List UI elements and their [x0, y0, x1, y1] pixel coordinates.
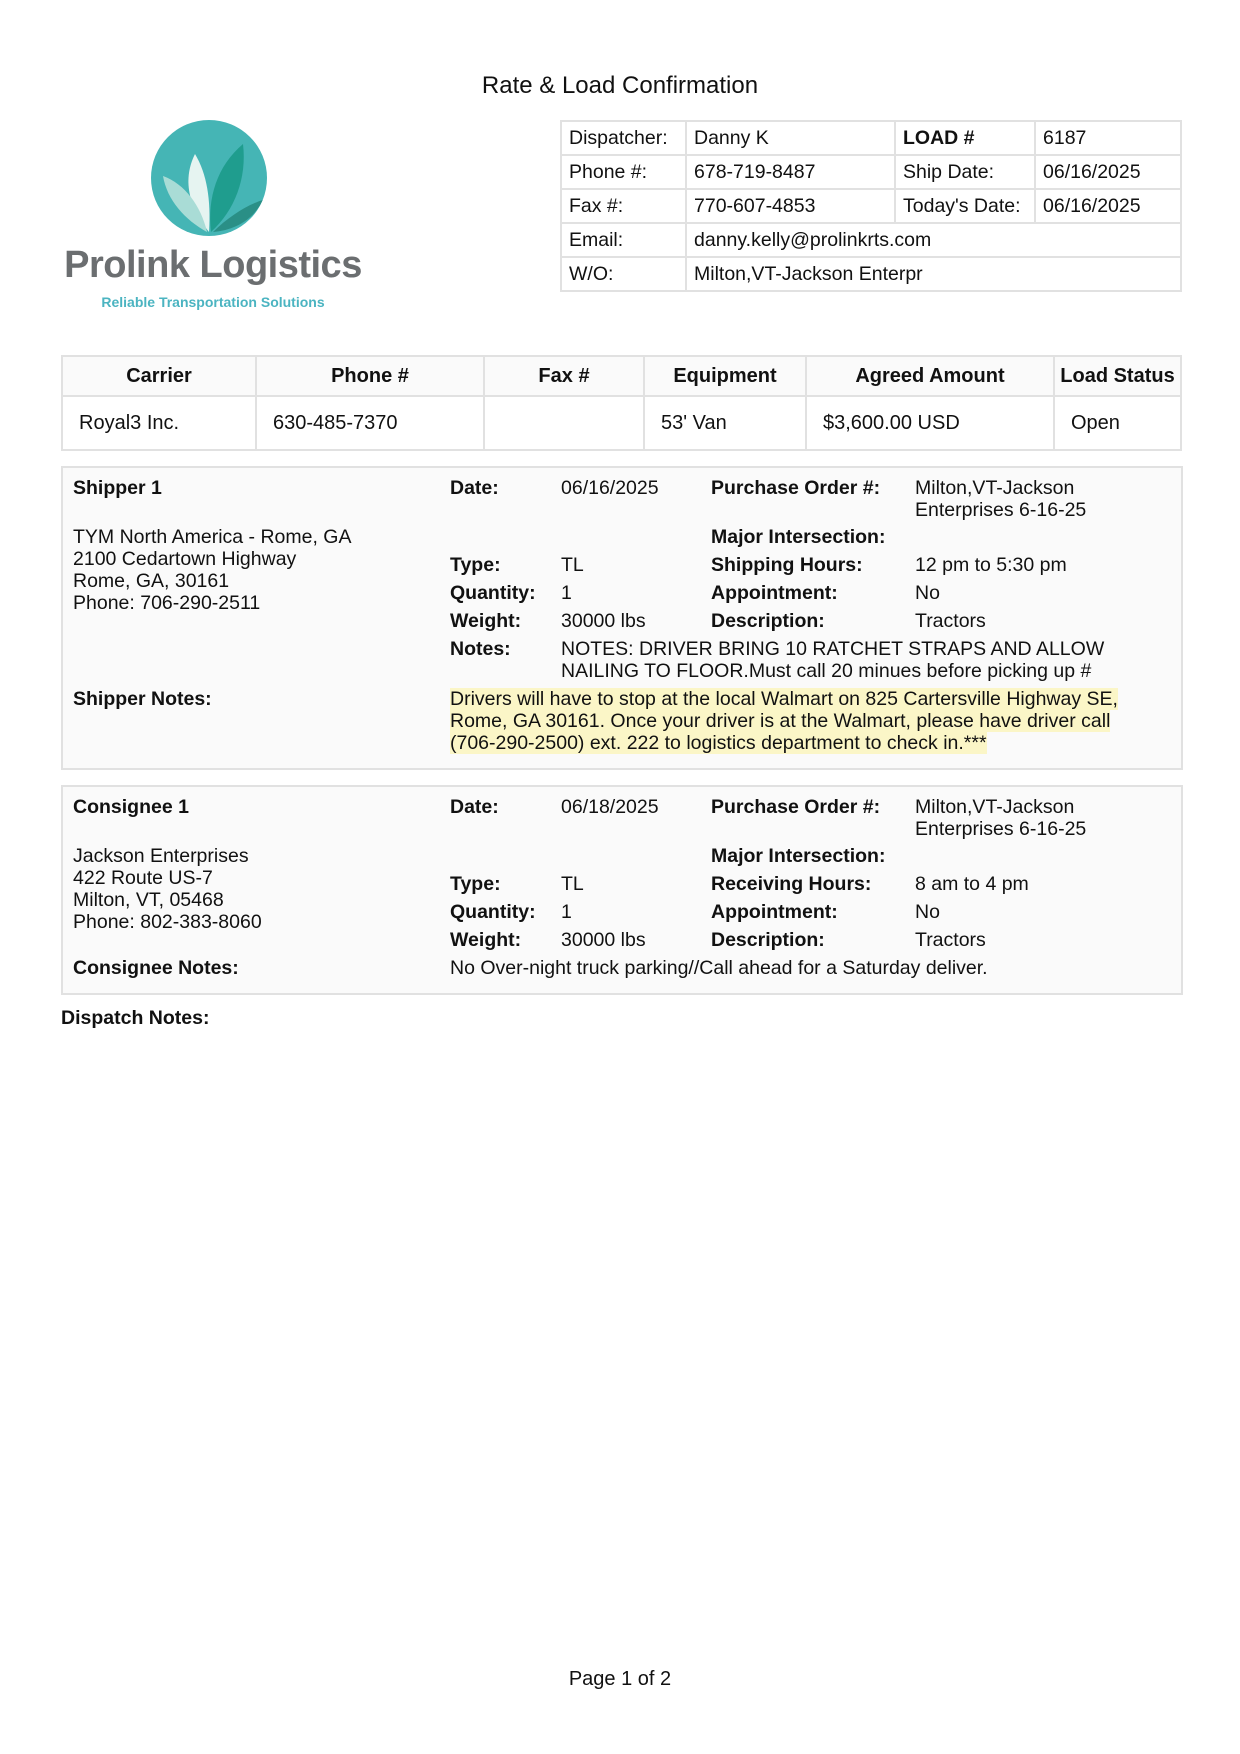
email-value: danny.kelly@prolinkrts.com — [686, 223, 1181, 257]
shipper-highlight-note: (706-290-2500) ext. 222 to logistics department to check in.*** — [450, 732, 987, 754]
email-label: Email: — [561, 223, 686, 257]
equipment-header: Equipment — [644, 356, 806, 396]
receiving-hours-label: Receiving Hours: — [711, 873, 872, 895]
document-title: Rate & Load Confirmation — [481, 72, 759, 99]
consignee-phone: Phone: 802-383-8060 — [73, 911, 262, 933]
consignee-weight-value: 30000 lbs — [561, 929, 646, 951]
shipper-po-label: Purchase Order #: — [711, 477, 881, 499]
carrier-phone-header: Phone # — [256, 356, 484, 396]
phone-value: 678-719-8487 — [686, 155, 895, 189]
logo-name: Prolink Logistics — [64, 244, 362, 286]
consignee-notes-value: No Over-night truck parking//Call ahead for a Saturday deliver. — [450, 957, 988, 979]
ship-date-value: 06/16/2025 — [1035, 155, 1181, 189]
phone-label: Phone #: — [561, 155, 686, 189]
shipper-notes-line: NOTES: DRIVER BRING 10 RATCHET STRAPS AND ALLOW — [561, 638, 1105, 660]
todays-date-label: Today's Date: — [895, 189, 1035, 223]
shipper-notes-line: NAILING TO FLOOR.Must call 20 minues before picking up # — [561, 660, 1092, 682]
load-label: LOAD # — [895, 121, 1035, 155]
shipper-highlight-note: Rome, GA 30161. Once your driver is at the Walmart, please have driver call — [450, 710, 1111, 732]
shipper-highlight-note: Drivers will have to stop at the local Walmart on 825 Cartersville Highway SE, — [450, 688, 1118, 710]
consignee-quantity-value: 1 — [561, 901, 572, 923]
shipper-type-value: TL — [561, 554, 584, 576]
consignee-description-value: Tractors — [915, 929, 986, 951]
consignee-address-line: Milton, VT, 05468 — [73, 889, 224, 911]
consignee-address-line: Jackson Enterprises — [73, 845, 249, 867]
shipper-type-label: Type: — [450, 554, 501, 576]
shipper-quantity-label: Quantity: — [450, 582, 536, 604]
dispatch-notes-label: Dispatch Notes: — [61, 1007, 210, 1029]
shipper-notes-label: Notes: — [450, 638, 511, 660]
logo-tagline: Reliable Transportation Solutions — [101, 294, 325, 310]
consignee-major-intersection-label: Major Intersection: — [711, 845, 886, 867]
shipper-heading: Shipper 1 — [73, 477, 162, 499]
consignee-po-value: Milton,VT-Jackson — [915, 796, 1075, 818]
fax-label: Fax #: — [561, 189, 686, 223]
shipper-description-label: Description: — [711, 610, 825, 632]
consignee-quantity-label: Quantity: — [450, 901, 536, 923]
shipper-po-value: Milton,VT-Jackson — [915, 477, 1075, 499]
shipping-hours-value: 12 pm to 5:30 pm — [915, 554, 1067, 576]
consignee-type-label: Type: — [450, 873, 501, 895]
shipper-appointment-value: No — [915, 582, 940, 604]
shipper-address-line: TYM North America - Rome, GA — [73, 526, 352, 548]
wo-value: Milton,VT-Jackson Enterpr — [686, 257, 1181, 291]
page-number: Page 1 of 2 — [568, 1668, 672, 1690]
consignee-weight-label: Weight: — [450, 929, 522, 951]
receiving-hours-value: 8 am to 4 pm — [915, 873, 1029, 895]
shipper-date-label: Date: — [450, 477, 499, 499]
todays-date-value: 06/16/2025 — [1035, 189, 1181, 223]
agreed-amount-value: $3,600.00 USD — [806, 396, 1054, 450]
consignee-po-label: Purchase Order #: — [711, 796, 881, 818]
consignee-date-label: Date: — [450, 796, 499, 818]
shipper-po-value: Enterprises 6-16-25 — [915, 499, 1087, 521]
dispatcher-label: Dispatcher: — [561, 121, 686, 155]
shipper-appointment-label: Appointment: — [711, 582, 838, 604]
ship-date-label: Ship Date: — [895, 155, 1035, 189]
dispatcher-value: Danny K — [686, 121, 895, 155]
shipper-address-line: 2100 Cedartown Highway — [73, 548, 297, 570]
carrier-name: Royal3 Inc. — [62, 396, 256, 450]
consignee-date-value: 06/18/2025 — [561, 796, 659, 818]
consignee-notes-label: Consignee Notes: — [73, 957, 239, 979]
wo-label: W/O: — [561, 257, 686, 291]
load-status-value: Open — [1054, 396, 1181, 450]
shipper-date-value: 06/16/2025 — [561, 477, 659, 499]
consignee-section — [61, 785, 1183, 995]
shipper-quantity-value: 1 — [561, 582, 572, 604]
carrier-fax — [484, 396, 644, 450]
fax-value: 770-607-4853 — [686, 189, 895, 223]
load-status-header: Load Status — [1054, 356, 1181, 396]
load-number: 6187 — [1035, 121, 1181, 155]
shipper-address-line: Rome, GA, 30161 — [73, 570, 230, 592]
shipping-hours-label: Shipping Hours: — [711, 554, 863, 576]
agreed-amount-header: Agreed Amount — [806, 356, 1054, 396]
shipper-section — [61, 466, 1183, 770]
consignee-address-line: 422 Route US-7 — [73, 867, 213, 889]
carrier-header: Carrier — [62, 356, 256, 396]
dispatch-info-table — [560, 120, 1182, 292]
consignee-appointment-label: Appointment: — [711, 901, 838, 923]
shipper-phone: Phone: 706-290-2511 — [73, 592, 261, 614]
consignee-po-value: Enterprises 6-16-25 — [915, 818, 1087, 840]
shipper-notes-heading: Shipper Notes: — [73, 688, 212, 710]
shipper-weight-label: Weight: — [450, 610, 522, 632]
consignee-type-value: TL — [561, 873, 584, 895]
consignee-heading: Consignee 1 — [73, 796, 189, 818]
leaf-icon — [151, 120, 267, 236]
consignee-description-label: Description: — [711, 929, 825, 951]
equipment-value: 53' Van — [644, 396, 806, 450]
shipper-weight-value: 30000 lbs — [561, 610, 646, 632]
carrier-fax-header: Fax # — [484, 356, 644, 396]
company-logo — [58, 118, 368, 318]
shipper-description-value: Tractors — [915, 610, 986, 632]
carrier-phone: 630-485-7370 — [256, 396, 484, 450]
shipper-major-intersection-label: Major Intersection: — [711, 526, 886, 548]
consignee-appointment-value: No — [915, 901, 940, 923]
carrier-table — [61, 355, 1182, 451]
